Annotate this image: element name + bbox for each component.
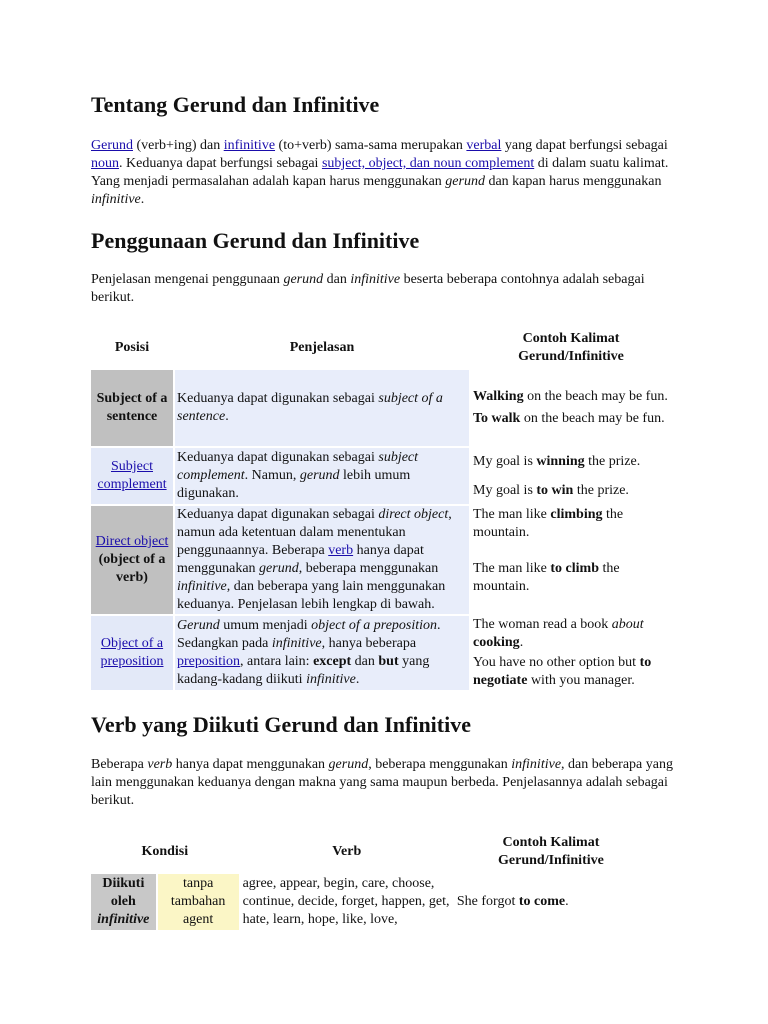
position-object-preposition bbox=[91, 616, 173, 690]
explanation-cell: Keduanya dapat digunakan sebagai subject complement. Namun, gerund lebih umum digunakan. bbox=[175, 448, 469, 504]
example-gerund: The man like climbing the mountain. bbox=[473, 507, 624, 540]
table-row bbox=[91, 370, 671, 446]
gerund-link[interactable]: Gerund bbox=[91, 138, 133, 153]
object-of-preposition-link[interactable]: Object of a preposition bbox=[100, 636, 164, 669]
table-row bbox=[91, 874, 647, 930]
section-title-verb: Verb yang Diikuti Gerund dan Infinitive bbox=[91, 712, 471, 737]
position-subject-sentence: Subject of a sentence bbox=[91, 370, 173, 446]
agent-cell: tanpa tambahan agent bbox=[158, 874, 239, 930]
header-verb: Verb bbox=[241, 832, 453, 872]
example-infinitive: My goal is to win the prize. bbox=[473, 482, 629, 498]
usage-paragraph: Penjelasan mengenai penggunaan gerund dan infinitive beserta beberapa contohnya adalah sebagai berikut. bbox=[91, 272, 645, 305]
table-row bbox=[91, 506, 671, 614]
table-header-row bbox=[91, 832, 647, 872]
example-gerund: The woman read a book about cooking. bbox=[473, 617, 644, 650]
example-gerund: My goal is winning the prize. bbox=[473, 453, 641, 469]
section-title-tentang: Tentang Gerund dan Infinitive bbox=[91, 92, 380, 117]
verb-link[interactable]: verb bbox=[328, 543, 354, 558]
example-cell bbox=[471, 506, 671, 614]
subject-complement-link[interactable]: Subject complement bbox=[97, 459, 167, 492]
condition-cell: Diikuti oleh infinitive bbox=[91, 874, 156, 930]
header-penjelasan: Penjelasan bbox=[175, 328, 469, 368]
example-gerund: Walking on the beach may be fun. bbox=[473, 389, 668, 404]
subject-object-link[interactable]: subject, object, dan noun complement bbox=[321, 156, 535, 171]
header-posisi: Posisi bbox=[91, 328, 173, 368]
explanation-cell: Gerund umum menjadi object of a preposition. Sedangkan pada infinitive, hanya beberapa preposition, antara lain: except dan but yang kadang-kadang diikuti infinitive. bbox=[175, 616, 469, 690]
noun-link[interactable]: noun bbox=[91, 156, 119, 171]
section-title-penggunaan: Penggunaan Gerund dan Infinitive bbox=[91, 228, 420, 253]
verb-paragraph: Beberapa verb hanya dapat menggunakan gerund, beberapa menggunakan infinitive, dan beberapa yang lain menggunakan keduanya dengan makna yang sama maupun berbeda. Penjelasannya adalah sebagai berikut. bbox=[91, 757, 673, 808]
explanation-cell: Keduanya dapat digunakan sebagai direct object, namun ada ketentuan dalam menentukan penggunaannya. Beberapa verb hanya dapat menggunakan gerund, beberapa menggunakan infinitive, dan beberapa yang lain menggunakan keduanya. Penjelasan lebih lengkap di bawah. bbox=[175, 506, 469, 614]
verbs-cell: agree, appear, begin, care, choose, continue, decide, forget, happen, get, hate, learn, hope, like, love, bbox=[242, 876, 450, 927]
example-infinitive: The man like to climb the mountain. bbox=[473, 561, 620, 594]
table-header-row bbox=[91, 328, 671, 368]
position-direct-object: Direct object (object of a verb) bbox=[91, 506, 173, 614]
header-contoh: Contoh Kalimat Gerund/Infinitive bbox=[471, 328, 671, 368]
example-infinitive: You have no other option but to negotiate with you manager. bbox=[473, 655, 652, 688]
example-cell bbox=[471, 448, 671, 504]
verbal-link[interactable]: verbal bbox=[466, 138, 502, 153]
table-row bbox=[91, 616, 671, 690]
usage-table bbox=[89, 326, 673, 692]
example-cell: She forgot to come. bbox=[456, 894, 569, 909]
header-contoh: Contoh Kalimat Gerund/Infinitive bbox=[455, 832, 647, 872]
example-infinitive: To walk on the beach may be fun. bbox=[473, 411, 665, 426]
example-cell bbox=[471, 616, 671, 690]
intro-paragraph: Gerund (verb+ing) dan infinitive (to+verb) sama-sama merupakan verbal yang dapat berfungsi sebagai noun. Keduanya dapat berfungsi sebagai subject, object, dan noun complement di dalam suatu kalimat. Yang menjadi permasalahan adalah kapan harus menggunakan gerund dan kapan harus menggunakan infinitive. bbox=[91, 138, 669, 207]
position-subject-complement bbox=[91, 448, 173, 504]
preposition-link[interactable]: preposition bbox=[177, 654, 240, 669]
explanation-cell: Keduanya dapat digunakan sebagai subject of a sentence. bbox=[175, 370, 469, 446]
direct-object-link[interactable]: Direct object bbox=[95, 534, 169, 549]
header-kondisi: Kondisi bbox=[91, 832, 239, 872]
verb-table bbox=[89, 830, 649, 932]
infinitive-link[interactable]: infinitive bbox=[223, 138, 276, 153]
table-row bbox=[91, 448, 671, 504]
example-cell bbox=[471, 370, 671, 446]
